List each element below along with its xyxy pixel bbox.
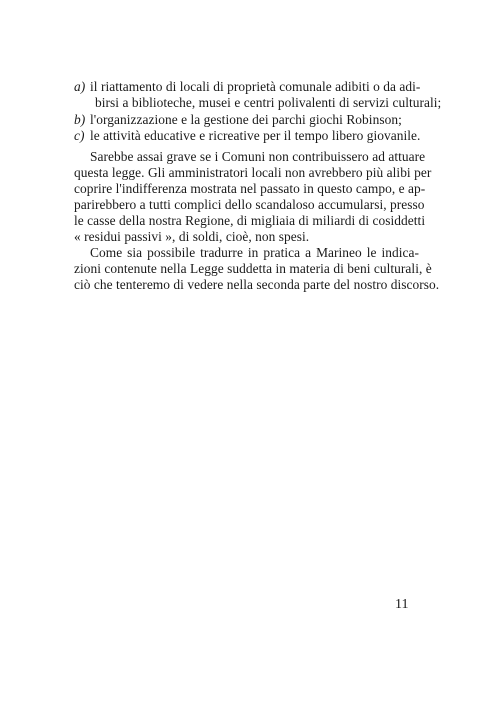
list-item-c-line-1: le attività educative e ricreative per il tempo libero giovanile. xyxy=(90,128,421,143)
paragraph-1-line-4: parirebbero a tutti complici dello scandaloso accumularsi, presso xyxy=(74,197,425,212)
paragraph-2-line-2: zioni contenute nella Legge suddetta in materia di beni culturali, è xyxy=(74,261,432,276)
paragraph-1-line-5: le casse della nostra Regione, di migliaia di miliardi di cosiddetti xyxy=(74,213,426,228)
paragraph-1-line-2: questa legge. Gli amministratori locali non avrebbero più alibi per xyxy=(74,165,432,180)
paragraph-1-line-1: Sarebbe assai grave se i Comuni non contribuissero ad attuare xyxy=(90,149,426,164)
list-item-b-line-1: l'organizzazione e la gestione dei parchi giochi Robinson; xyxy=(90,112,402,127)
page-number: 11 xyxy=(395,597,409,612)
list-marker-c: c) xyxy=(74,128,85,143)
paragraph-1-line-3: coprire l'indifferenza mostrata nel passato in questo campo, e ap- xyxy=(74,181,426,196)
paragraph-2-line-3: ciò che tenteremo di vedere nella seconda parte del nostro discorso. xyxy=(74,277,440,292)
list-marker-a: a) xyxy=(74,79,86,94)
list-item-a-line-2: birsi a biblioteche, musei e centri polivalenti di servizi culturali; xyxy=(95,95,442,110)
list-marker-b: b) xyxy=(74,112,86,127)
paragraph-2-line-1: Come sia possibile tradurre in pratica a Marineo le indica- xyxy=(90,245,419,260)
paragraph-1-line-6: « residui passivi », di soldi, cioè, non spesi. xyxy=(74,229,310,244)
list-item-a-line-1: il riattamento di locali di proprietà comunale adibiti o da adi- xyxy=(90,79,421,94)
